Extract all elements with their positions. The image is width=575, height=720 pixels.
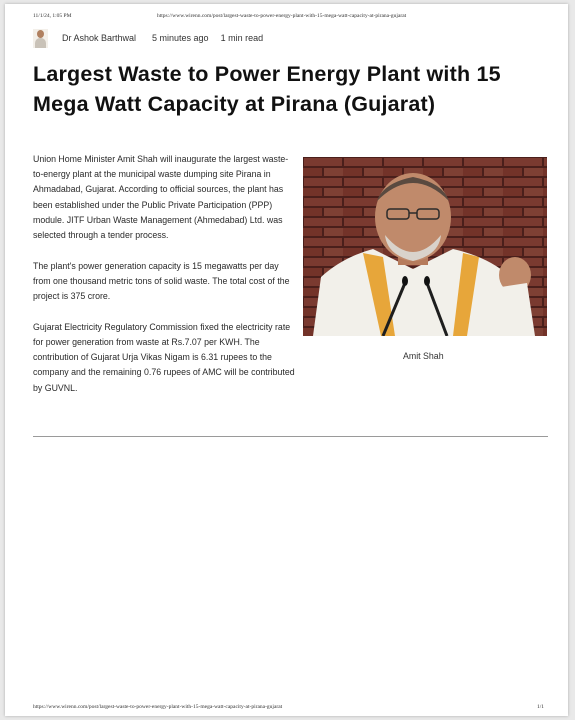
print-date: 11/1/24, 1:05 PM	[33, 13, 72, 19]
divider	[33, 436, 548, 437]
article-photo	[303, 157, 547, 336]
post-time: 5 minutes ago	[152, 33, 209, 43]
photo-caption: Amit Shah	[403, 351, 444, 361]
read-time: 1 min read	[220, 33, 264, 43]
paragraph: The plant's power generation capacity is 15 megawatts per day from one thousand metric tons of solid waste. The total cost of the project is 375 crore.	[33, 260, 290, 302]
author-name[interactable]: Dr Ashok Barthwal	[62, 33, 137, 43]
paragraph: Gujarat Electricity Regulatory Commission fixed the electricity rate for power generation from waste at Rs.7.07 per KWH. The contribution of Gujarat Urja Vikas Nigam is 6.31 rupees to the company and the remaining 0.76 rupees of AMC will be contributed by GUVNL.	[33, 321, 295, 393]
paragraph: Union Home Minister Amit Shah will inaugurate the largest waste-to-energy plant at the municipal waste dumping site Pirana in Ahmadabad, Gujarat. According to official sources, the plant has been established under the Public Private Participation (PPP) module. JITF Urban Waste Management (Ahmedabad) Ltd. was selected through a tender process.	[33, 154, 289, 241]
page-number: 1/1	[536, 704, 544, 710]
avatar[interactable]	[33, 29, 48, 48]
author-row	[33, 28, 263, 48]
print-url: https://www.wirenn.com/post/largest-waste-to-power-energy-plant-with-15-mega-watt-capacity-at-pirana-gujarat	[157, 13, 407, 19]
printed-page	[5, 4, 568, 716]
article-title: Largest Waste to Power Energy Plant with 15 Mega Watt Capacity at Pirana (Gujarat)	[33, 62, 501, 116]
article-body	[33, 152, 295, 411]
footer-url: https://www.wirenn.com/post/largest-waste-to-power-energy-plant-with-15-mega-watt-capacity-at-pirana-gujarat	[33, 704, 283, 710]
